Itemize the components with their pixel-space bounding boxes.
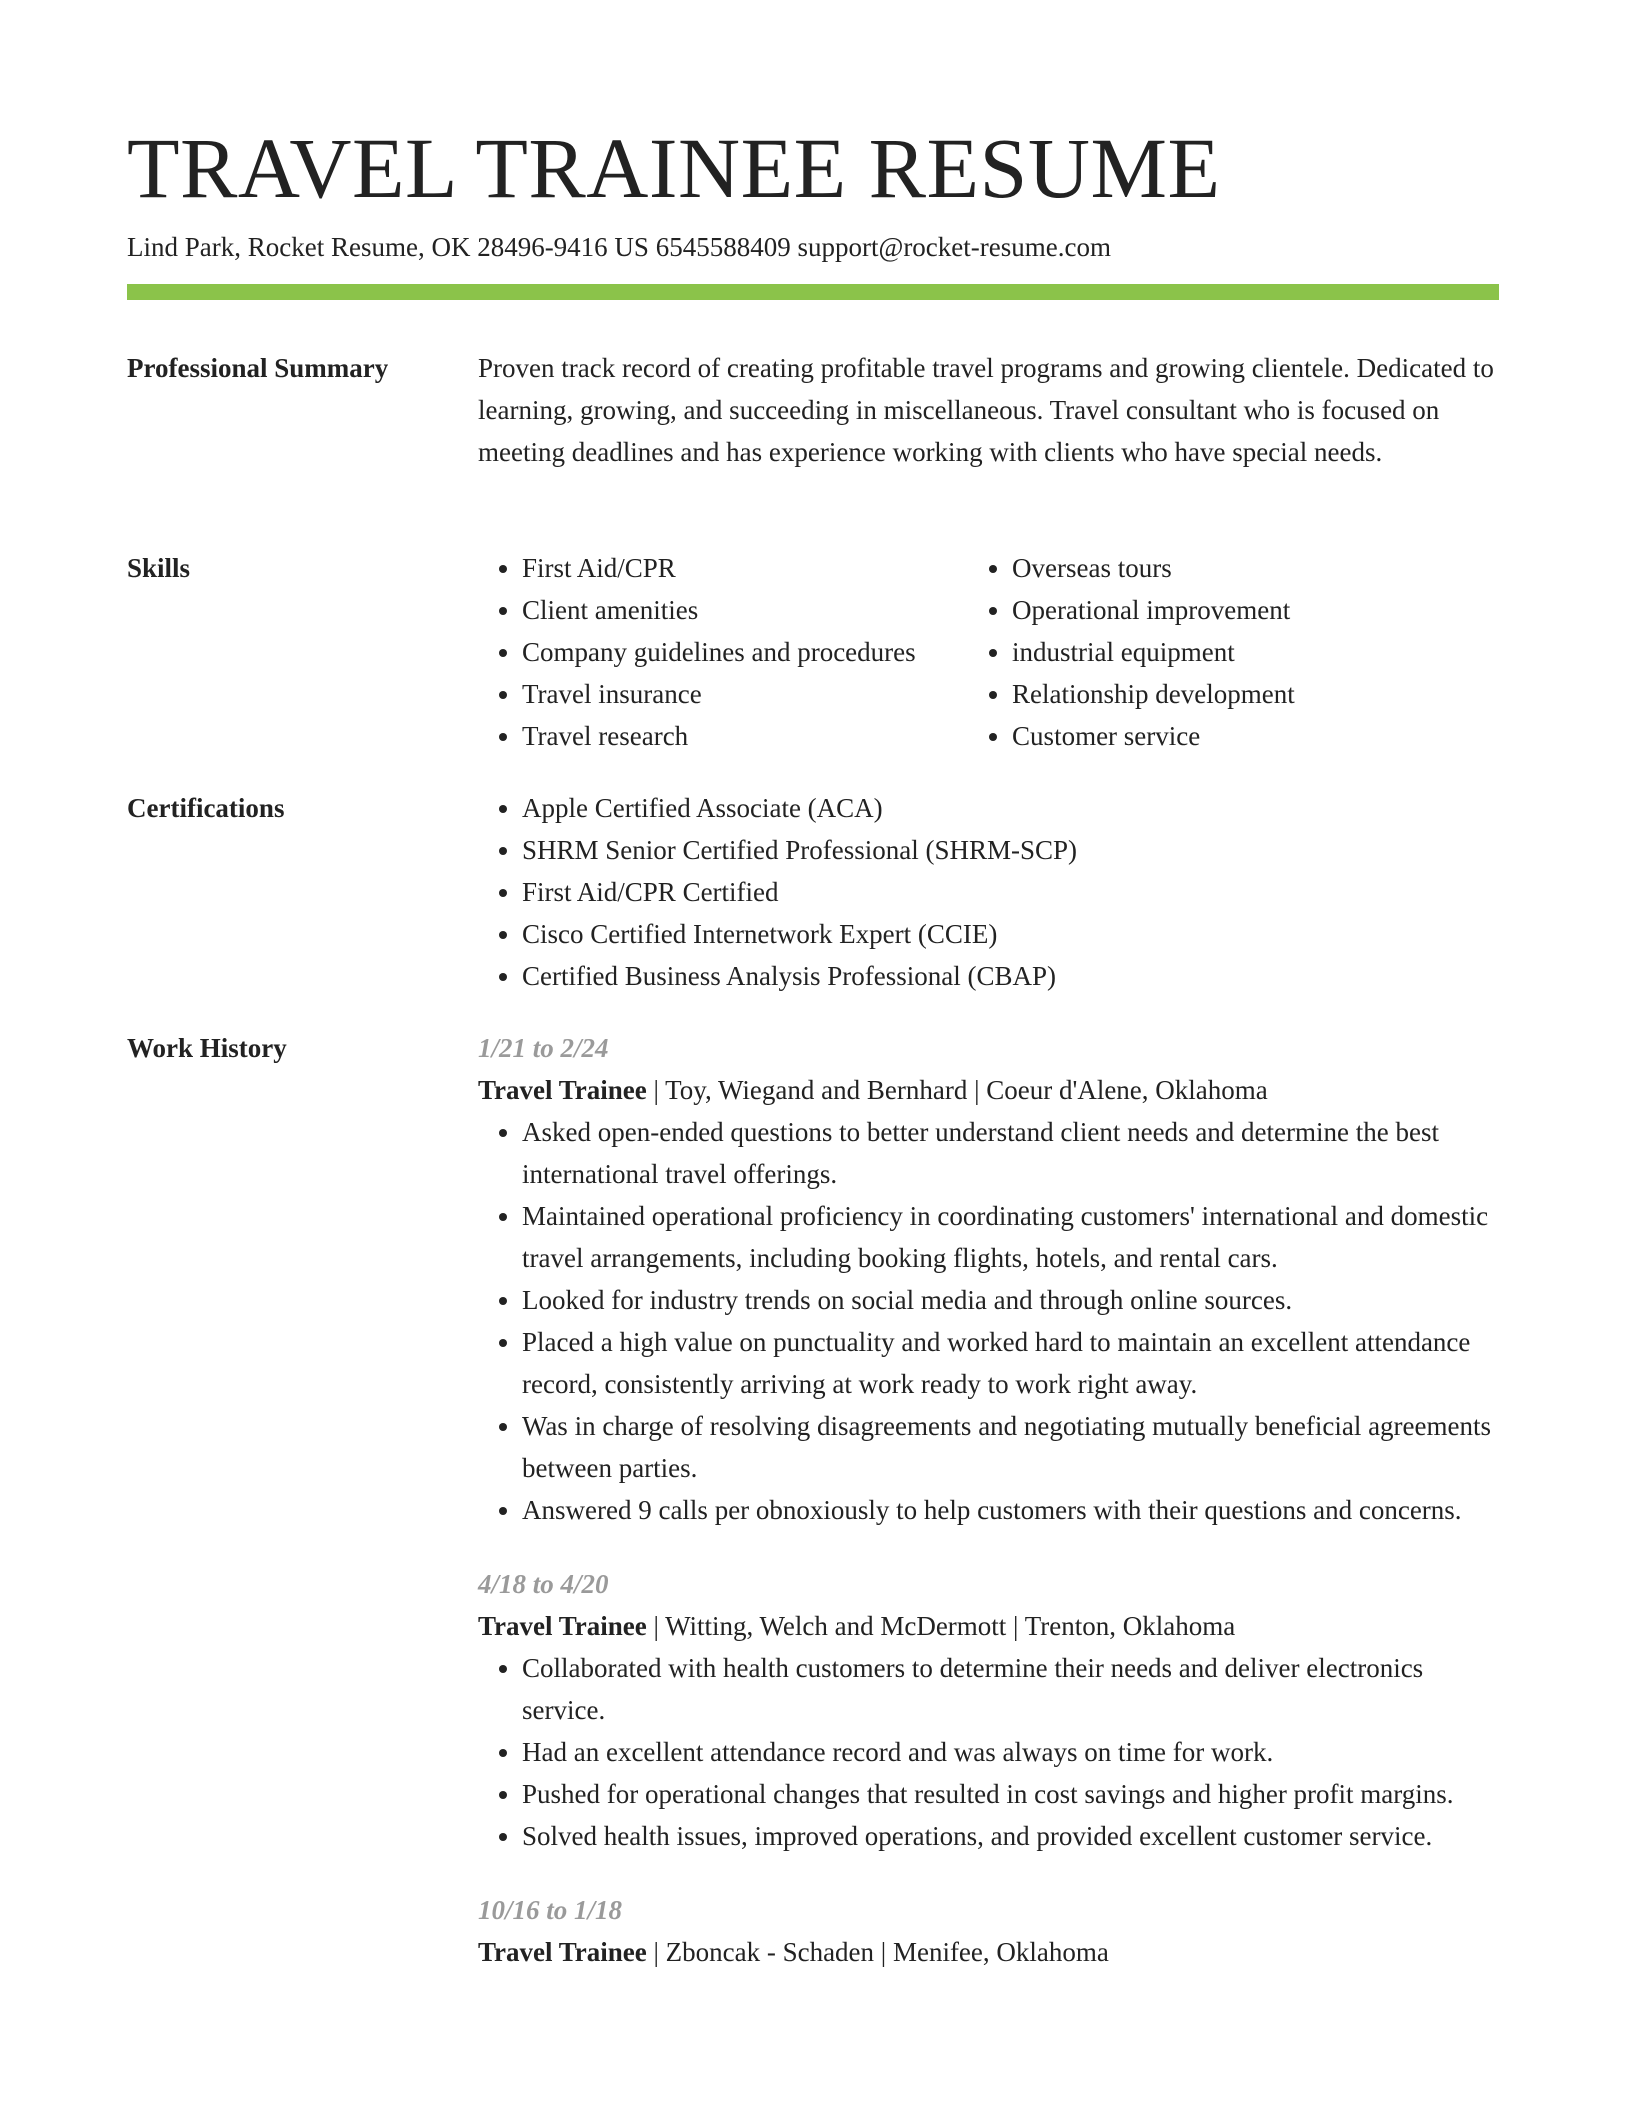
summary-text: Proven track record of creating profitable travel programs and growing clientele. Dedicated to learning, growing, and succeeding in miscellaneous. Travel consultant who is focused on meeting deadlines and has experience working with clients who have special needs. xyxy=(478,353,1494,467)
contact-line xyxy=(127,229,1111,265)
job-duty: • Had an excellent attendance record and was always on time for work. xyxy=(522,1731,1499,1773)
job-entry xyxy=(478,1889,1499,1973)
work-history-heading: Work History xyxy=(127,1033,287,1063)
certification-item: • Certified Business Analysis Professional (CBAP) xyxy=(522,955,1499,997)
job-employer-location: | Witting, Welch and McDermott | Trenton, Oklahoma xyxy=(646,1611,1236,1641)
job-duty: • Collaborated with health customers to determine their needs and deliver electronics service. xyxy=(522,1647,1499,1731)
contact-phone: 6545588409 xyxy=(655,232,791,262)
certification-item: • Cisco Certified Internetwork Expert (CCIE) xyxy=(522,913,1499,955)
skill-item: • First Aid/CPR xyxy=(522,547,968,589)
header-accent-divider xyxy=(127,284,1499,300)
summary-section xyxy=(478,347,1499,473)
certifications-list xyxy=(478,787,1499,997)
job-duty: • Looked for industry trends on social media and through online sources. xyxy=(522,1279,1499,1321)
job-duties-list xyxy=(478,1111,1499,1531)
job-duty: • Maintained operational proficiency in coordinating customers' international and domestic travel arrangements, including booking flights, hotels, and rental cars. xyxy=(522,1195,1499,1279)
job-heading xyxy=(478,1069,1499,1111)
job-duties-list xyxy=(478,1647,1499,1857)
skill-item: • Client amenities xyxy=(522,589,968,631)
job-duty: • Pushed for operational changes that resulted in cost savings and higher profit margins. xyxy=(522,1773,1499,1815)
skill-item: • Overseas tours xyxy=(1012,547,1499,589)
job-title: Travel Trainee xyxy=(478,1937,647,1967)
job-duty: • Placed a high value on punctuality and worked hard to maintain an excellent attendance record, consistently arriving at work ready to work right away. xyxy=(522,1321,1499,1405)
job-dates: 4/18 to 4/20 xyxy=(478,1569,609,1599)
job-entry xyxy=(478,1027,1499,1531)
job-employer-location: | Toy, Wiegand and Bernhard | Coeur d'Alene, Oklahoma xyxy=(646,1075,1268,1105)
job-dates: 10/16 to 1/18 xyxy=(478,1895,623,1925)
certification-item: • SHRM Senior Certified Professional (SHRM-SCP) xyxy=(522,829,1499,871)
job-title: Travel Trainee xyxy=(478,1075,647,1105)
skills-list-right xyxy=(968,547,1499,757)
job-heading xyxy=(478,1605,1499,1647)
job-duty: • Asked open-ended questions to better understand client needs and determine the best international travel offerings. xyxy=(522,1111,1499,1195)
skill-item: • industrial equipment xyxy=(1012,631,1499,673)
job-dates: 1/21 to 2/24 xyxy=(478,1033,609,1063)
work-history-section xyxy=(478,1027,1499,2005)
skill-item: • Customer service xyxy=(1012,715,1499,757)
skills-list-left xyxy=(478,547,968,757)
resume-title: TRAVEL TRAINEE RESUME xyxy=(127,120,1221,216)
job-entry xyxy=(478,1563,1499,1857)
certifications-section xyxy=(478,787,1499,997)
skill-item: • Operational improvement xyxy=(1012,589,1499,631)
certifications-heading: Certifications xyxy=(127,793,285,823)
job-duty: • Was in charge of resolving disagreements and negotiating mutually beneficial agreements between parties. xyxy=(522,1405,1499,1489)
contact-email: support@rocket-resume.com xyxy=(797,232,1111,262)
skill-item: • Company guidelines and procedures xyxy=(522,631,968,673)
certification-item: • First Aid/CPR Certified xyxy=(522,871,1499,913)
job-duty: • Solved health issues, improved operations, and provided excellent customer service. xyxy=(522,1815,1499,1857)
job-duty: • Answered 9 calls per obnoxiously to help customers with their questions and concerns. xyxy=(522,1489,1499,1531)
job-title: Travel Trainee xyxy=(478,1611,647,1641)
skills-heading: Skills xyxy=(127,553,191,583)
job-heading xyxy=(478,1931,1499,1973)
skill-item: • Travel research xyxy=(522,715,968,757)
certification-item: • Apple Certified Associate (ACA) xyxy=(522,787,1499,829)
job-employer-location: | Zboncak - Schaden | Menifee, Oklahoma xyxy=(646,1937,1109,1967)
contact-address: Lind Park, Rocket Resume, OK 28496-9416 US xyxy=(127,232,649,262)
summary-heading: Professional Summary xyxy=(127,353,389,383)
skill-item: • Travel insurance xyxy=(522,673,968,715)
skill-item: • Relationship development xyxy=(1012,673,1499,715)
skills-section xyxy=(478,547,1499,757)
